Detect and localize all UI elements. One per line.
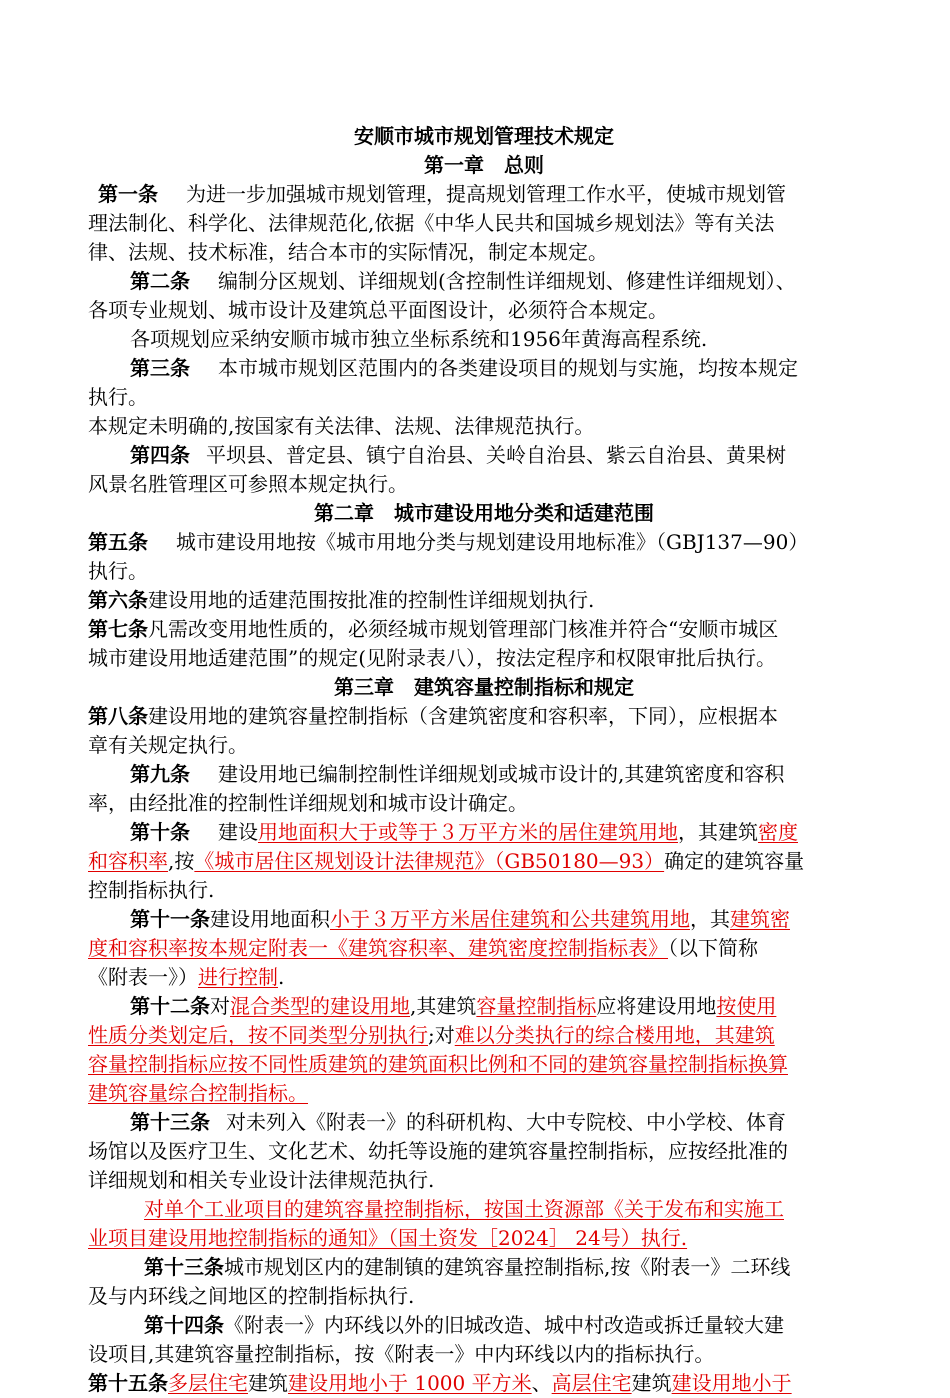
article-10-label: 第十条	[130, 820, 190, 844]
chapter-3-heading: 第三章 建筑容量控制指标和规定	[334, 675, 634, 699]
article-15-label: 第十五条	[88, 1371, 168, 1395]
article-7: 第七条凡需改变用地性质的，必须经城市规划管理部门核准并符合“安顺市城区	[88, 617, 779, 641]
article-7-label: 第七条	[88, 617, 148, 641]
article-2: 第二条 编制分区规划、详细规划(含控制性详细规划、修建性详细规划）、	[130, 269, 796, 293]
article-11-label: 第十一条	[130, 907, 210, 931]
article-3: 第三条 本市城市规划区范围内的各类建设项目的规划与实施，均按本规定	[130, 356, 798, 380]
article-15: 第十五条多层住宅建筑建设用地小于 1000 平方米、高层住宅建筑建设用地小于	[88, 1371, 792, 1395]
article-10: 第十条 建设用地面积大于或等于３万平方米的居住建筑用地，其建筑密度	[130, 820, 798, 844]
article-1-label: 第一条	[98, 182, 158, 206]
article-1: 第一条 为进一步加强城市规划管理，提高规划管理工作水平，使城市规划管	[98, 182, 786, 206]
article-13-industrial-note: 对单个工业项目的建筑容量控制指标，按国土资源部《关于发布和实施工	[144, 1197, 784, 1221]
article-12: 第十二条对混合类型的建设用地,其建筑容量控制指标应将建设用地按使用	[130, 994, 777, 1018]
document-page: 安顺市城市规划管理技术规定 第一章 总则 第一条 为进一步加强城市规划管理，提高规划管理工作水平，使城市规划管 理法制化、科学化、法律规范化,依据《中华人民共和国城乡规划法》等有关法 律、法规、技术标准，结合本市的实际情况，制定本规定。 第二条 编制分区规划、详细规划(含控制性详细规划、修建性详细规划）、 各项专业规划、城市设计及建筑总平面图设计，必须符合本规定。 各项规划应采纳安顺市城市独立坐标系统和1956年黄海高程系统. 第三条 本市城市规划区范围内的各类建设项目的规划与实施，均按本规定 执行。 本规定未明确的,按国家有关法律、法规、法律规范执行。 第四条 平坝县、普定县、镇宁自治县、关岭自治县、紫云自治县、黄果树 风景名胜管理区可参照本规定执行。 第二章 城市建设用地分类和适建范围 第五条 城市建设用地按《城市用地分类与规划建设用地标准》（GBJ137—90） 执行。 第六条建设用地的适建范围按批准的控制性详细规划执行. 第七条凡需改变用地性质的，必须经城市规划管理部门核准并符合“安顺市城区 城市建设用地适建范围”的规定(见附录表八），按法定程序和权限审批后执行。 第三章 建筑容量控制指标和规定 第八条建设用地的建筑容量控制指标（含建筑密度和容积率，下同），应根据本 章有关规定执行。 第九条 建设用地已编制控制性详细规划或城市设计的,其建筑密度和容积 率，由经批准的控制性详细规划和城市设计确定。 第十条 建设用地面积大于或等于３万平方米的居住建筑用地，其建筑密度 和容积率,按《城市居住区规划设计法律规范》（GB50180—93）确定的建筑容量 控制指标执行. 第十一条建设用地面积小于３万平方米居住建筑和公共建筑用地，其建筑密 度和容积率按本规定附表一《建筑容积率、建筑密度控制指标表》（以下简称 《附表一》）进行控制. 第十二条对混合类型的建设用地,其建筑容量控制指标应将建设用地按使用 性质分类划定后，按不同类型分别执行;对难以分类执行的综合楼用地，其建筑 容量控制指标应按不同性质建筑的建筑面积比例和不同的建筑容量控制指标换算 建筑容量综合控制指标。 第十三条 对未列入《附表一》的科研机构、大中专院校、中小学校、体育 场馆以及医疗卫生、文化艺术、幼托等设施的建筑容量控制指标，应按经批准的 详细规划和相关专业设计法律规范执行. 对单个工业项目的建筑容量控制指标，按国土资源部《关于发布和实施工 业项目建设用地控制指标的通知》（国土资发［2024］ 24号）执行. 第十三条城市规划区内的建制镇的建筑容量控制指标,按《附表一》二环线 及与内环线之间地区的控制指标执行. 第十四条《附表一》内环线以外的旧城改造、城中村改造或拆迁量较大建 设项目,其建筑容量控制指标，按《附表一》中内环线以内的指标执行。 第十五条多层住宅建筑建设用地小于 1000 平方米、高层住宅建筑建设用地小于	[88, 122, 880, 1398]
article-9-label: 第九条	[130, 762, 190, 786]
article-13b-label: 第十三条	[144, 1255, 224, 1279]
article-13-label: 第十三条	[130, 1110, 210, 1134]
article-5-label: 第五条	[88, 530, 148, 554]
article-4-label: 第四条	[130, 443, 190, 467]
article-14: 第十四条《附表一》内环线以外的旧城改造、城中村改造或拆迁量较大建	[144, 1313, 784, 1337]
article-13-towns: 第十三条城市规划区内的建制镇的建筑容量控制指标,按《附表一》二环线	[144, 1255, 791, 1279]
article-9: 第九条 建设用地已编制控制性详细规划或城市设计的,其建筑密度和容积	[130, 762, 785, 786]
article-6-label: 第六条	[88, 588, 148, 612]
chapter-1-heading: 第一章 总则	[424, 153, 544, 177]
article-3-label: 第三条	[130, 356, 190, 380]
article-2-label: 第二条	[130, 269, 190, 293]
article-6: 第六条建设用地的适建范围按批准的控制性详细规划执行.	[88, 588, 595, 612]
article-11: 第十一条建设用地面积小于３万平方米居住建筑和公共建筑用地，其建筑密	[130, 907, 790, 931]
article-8: 第八条建设用地的建筑容量控制指标（含建筑密度和容积率，下同），应根据本	[88, 704, 778, 728]
article-5: 第五条 城市建设用地按《城市用地分类与规划建设用地标准》（GBJ137—90）	[88, 530, 809, 554]
article-8-label: 第八条	[88, 704, 148, 728]
article-14-label: 第十四条	[144, 1313, 224, 1337]
article-4: 第四条 平坝县、普定县、镇宁自治县、关岭自治县、紫云自治县、黄果树	[130, 443, 786, 467]
article-12-label: 第十二条	[130, 994, 210, 1018]
article-13: 第十三条 对未列入《附表一》的科研机构、大中专院校、中小学校、体育	[130, 1110, 786, 1134]
document-title: 安顺市城市规划管理技术规定	[354, 124, 614, 148]
chapter-2-heading: 第二章 城市建设用地分类和适建范围	[314, 501, 654, 525]
